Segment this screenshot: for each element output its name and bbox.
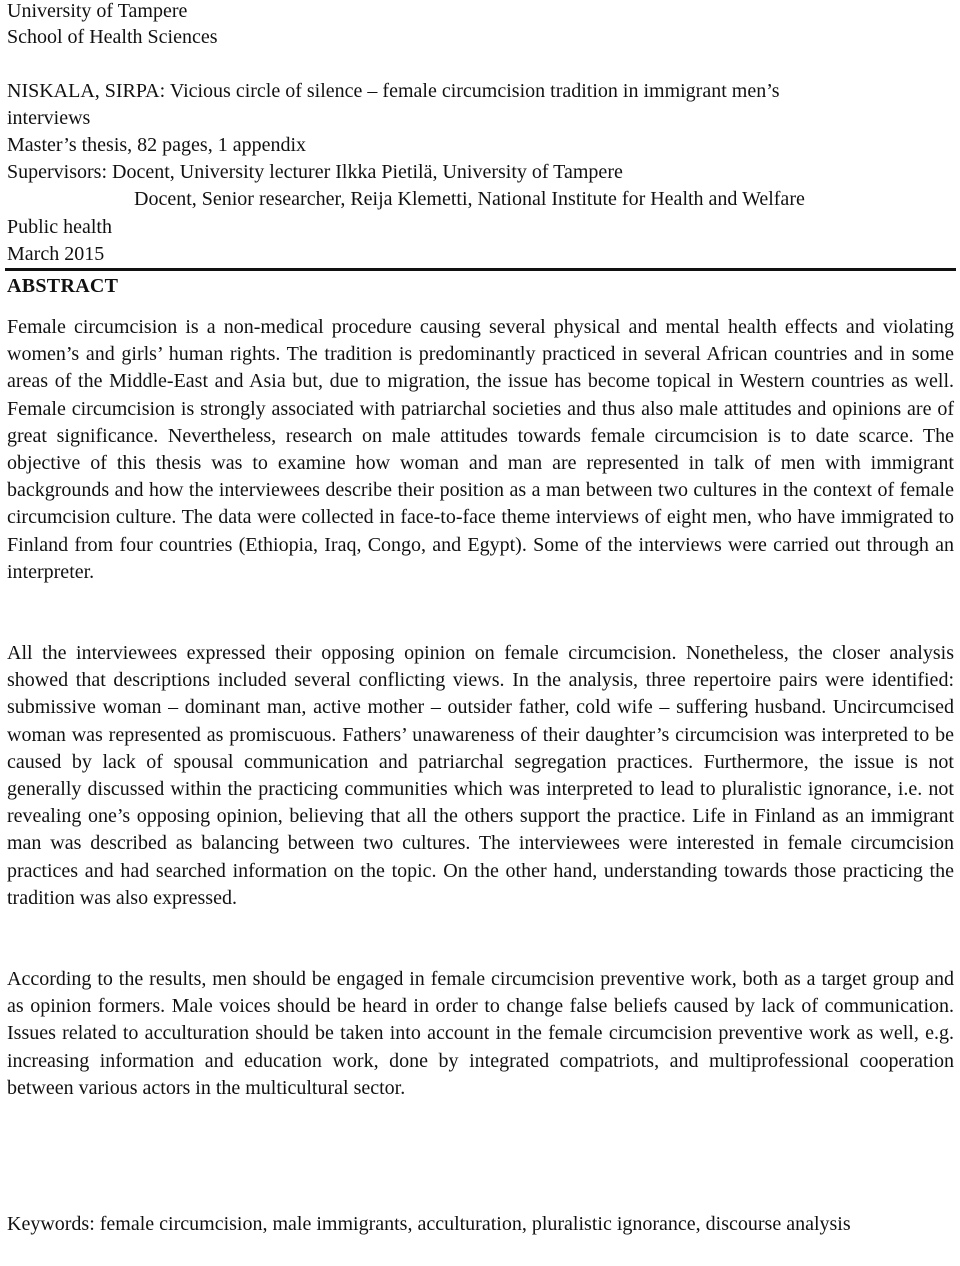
supervisor-2: Docent, Senior researcher, Reija Klemetti, National Institute for Health and Welfare bbox=[134, 188, 805, 210]
date: March 2015 bbox=[7, 243, 105, 265]
abstract-paragraph-2: All the interviewees expressed their opposing opinion on female circumcision. Nonetheless, the closer analysis showed that descriptions included several conflicting views. In the analysis, three repertoire pairs were identified: submissive woman – dominant man, active mother – outsider father, cold wife – suffering husband. Uncircumcised woman was represented as promiscuous. Fathers’ unawareness of their daughter’s circumcision was interpreted to be caused by lack of spousal communication and patriarchal segregation practices. Furthermore, the issue is not generally discussed within the practicing communities which was interpreted to lead to pluralistic ignorance, i.e. not revealing one’s opposing opinion, believing that all the others support the practice. Life in Finland as an immigrant man was described as balancing between two cultures. The interviewees were interested in female circumcision practices and had searched information on the topic. On the other hand, understanding towards those practicing the tradition was also expressed. bbox=[7, 642, 954, 909]
abstract-paragraph-3: According to the results, men should be engaged in female circumcision preventive work, both as a target group and as opinion formers. Male voices should be heard in order to change false beliefs caused by lack of communication. Issues related to acculturation should be taken into account in the female circumcision preventive work as well, e.g. increasing information and education work, done by integrated compatriots, and multiprofessional cooperation between various actors in the multicultural sector. bbox=[7, 968, 954, 1099]
subject: Public health bbox=[7, 216, 112, 238]
header-divider bbox=[5, 268, 956, 271]
abstract-heading: ABSTRACT bbox=[7, 275, 119, 297]
school-name: School of Health Sciences bbox=[7, 26, 218, 48]
thesis-title-line-1: NISKALA, SIRPA: Vicious circle of silence – female circumcision tradition in immigrant men’s bbox=[7, 80, 780, 102]
keywords: Keywords: female circumcision, male immigrants, acculturation, pluralistic ignorance, discourse analysis bbox=[7, 1213, 851, 1235]
supervisor-1: Supervisors: Docent, University lecturer Ilkka Pietilä, University of Tampere bbox=[7, 161, 623, 183]
thesis-info: Master’s thesis, 82 pages, 1 appendix bbox=[7, 134, 307, 156]
thesis-title-line-2: interviews bbox=[7, 107, 91, 129]
abstract-paragraph-1: Female circumcision is a non-medical procedure causing several physical and mental health effects and violating women’s and girls’ human rights. The tradition is predominantly practiced in several African countries and in some areas of the Middle-East and Asia but, due to migration, the issue has become topical in Western countries as well. Female circumcision is strongly associated with patriarchal societies and thus also male attitudes and opinions are of great significance. Nevertheless, research on male attitudes towards female circumcision is to date scarce. The objective of this thesis was to examine how woman and man are represented in talk of men with immigrant backgrounds and how the interviewees describe their position as a man between two cultures in the context of female circumcision culture. The data were collected in face-to-face theme interviews of eight men, who have immigrated to Finland from four countries (Ethiopia, Iraq, Congo, and Egypt). Some of the interviews were carried out through an interpreter. bbox=[7, 316, 954, 583]
university-name: University of Tampere bbox=[7, 0, 188, 22]
